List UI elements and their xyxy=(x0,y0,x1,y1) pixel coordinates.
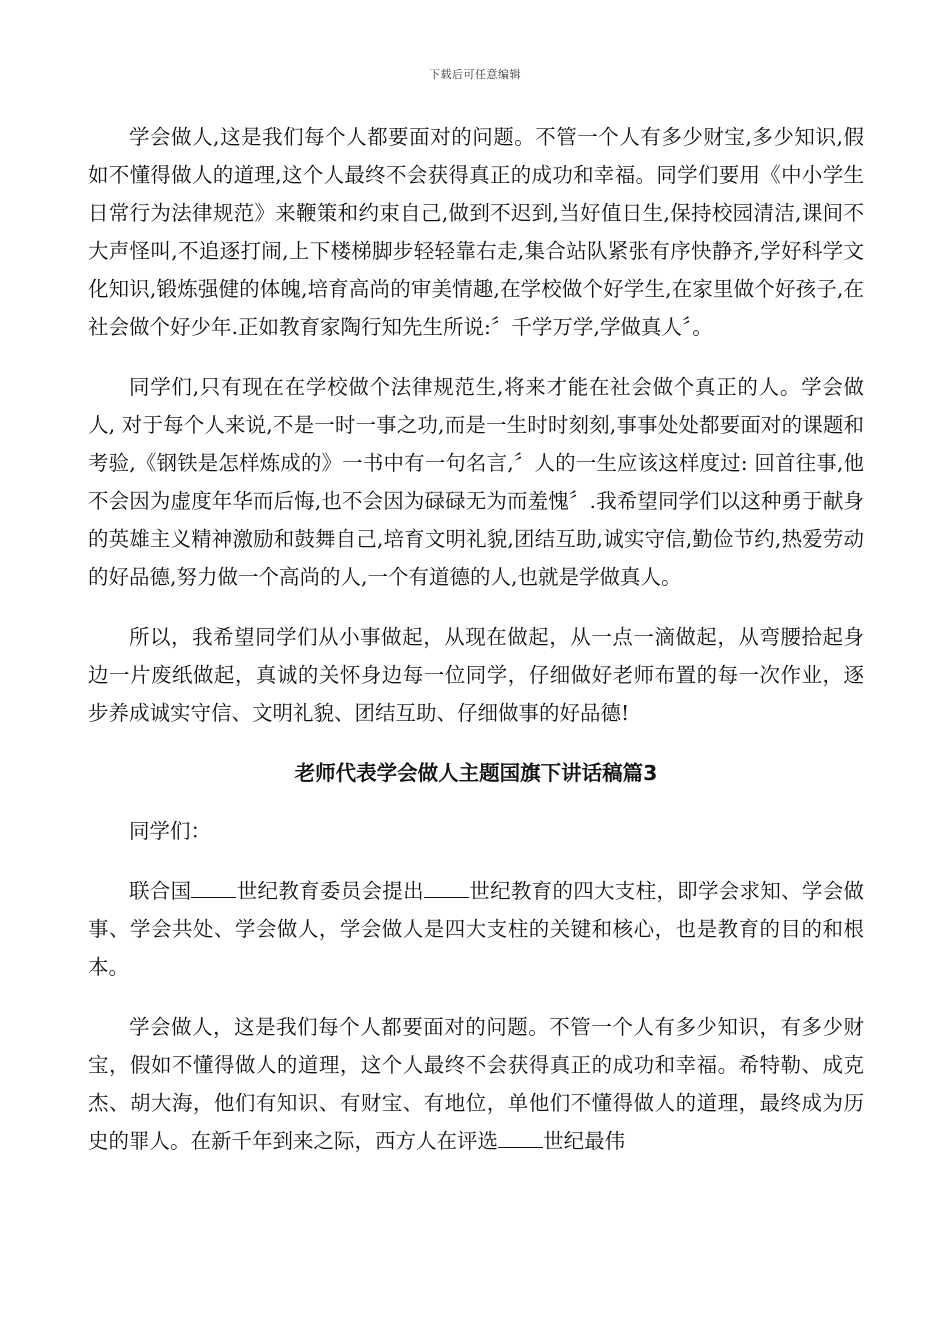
header-note: 下载后可任意编辑 xyxy=(429,68,521,81)
salutation: 同学们： xyxy=(129,819,211,843)
paragraph-last xyxy=(88,1008,864,1160)
last-text-1: 学会做人，这是我们每个人都要面对的问题。不管一个人有多少知识，有多少财宝，假如不懂得做人的道理，这个人最终不会获得真正的成功和幸福。希特勒、成克杰、胡大海，他们有知识、有财宝、有地位，单他们不懂得做人的道理，最终成为历史的罪人。在新千年到来之际，西方人在评选 xyxy=(88,1015,864,1153)
paragraph-3: 所以，我希望同学们从小事做起，从现在做起，从一点一滴做起，从弯腰拾起身边一片废纸做起，真诚的关怀身边每一位同学，仔细做好老师布置的每一次作业，逐步养成诚实守信、文明礼貌、团结互助、仔细做事的好品德! xyxy=(88,625,864,725)
section-heading: 老师代表学会做人主题国旗下讲话稿篇3 xyxy=(294,761,658,785)
unesco-text-1: 联合国 xyxy=(129,879,192,903)
fill-blank xyxy=(498,1127,543,1149)
unesco-text-3: 世纪教育的四大支柱，即学会求知、学会做事、学会共处、学会做人，学会做人是四大支柱的关键和核心，也是教育的目的和根本。 xyxy=(88,879,865,979)
paragraph-2: 同学们,只有现在在学校做个法律规范生,将来才能在社会做个真正的人。学会做人, 对于每个人来说,不是一时一事之功,而是一生时时刻刻,事事处处都要面对的课题和考验,《钢铁是怎样炼成的》一书中有一句名言,〞人的一生应该这样度过: 回首往事,他不会因为虚度年华而后悔,也不会因为碌碌无为而羞愧〞.我希望同学们以这种勇于献身的英雄主义精神激励和鼓舞自己,培育文明礼貌,团结互助,诚实守信,勤俭节约,热爱劳动的好品德,努力做一个高尚的人,一个有道德的人,也就是学做真人。 xyxy=(88,375,864,589)
paragraph-1: 学会做人,这是我们每个人都要面对的问题。不管一个人有多少财宝,多少知识,假如不懂得做人的道理,这个人最终不会获得真正的成功和幸福。同学们要用《中小学生日常行为法律规范》来鞭策和约束自己,做到不迟到,当好值日生,保持校园清洁,课间不大声怪叫,不追逐打闹,上下楼梯脚步轻轻靠右走,集合站队紧张有序快静齐,学好科学文化知识,锻炼强健的体魄,培育高尚的审美情趣,在学校做个好学生,在家里做个好孩子,在社会做个好少年.正如教育家陶行知先生所说:〞千学万学,学做真人〞。 xyxy=(88,125,864,339)
paragraph-unesco xyxy=(88,872,864,986)
last-text-2: 世纪最伟 xyxy=(543,1129,626,1153)
unesco-text-2: 世纪教育委员会提出 xyxy=(236,879,424,903)
fill-blank xyxy=(191,877,236,899)
fill-blank xyxy=(424,877,469,899)
document-body xyxy=(88,118,864,1182)
